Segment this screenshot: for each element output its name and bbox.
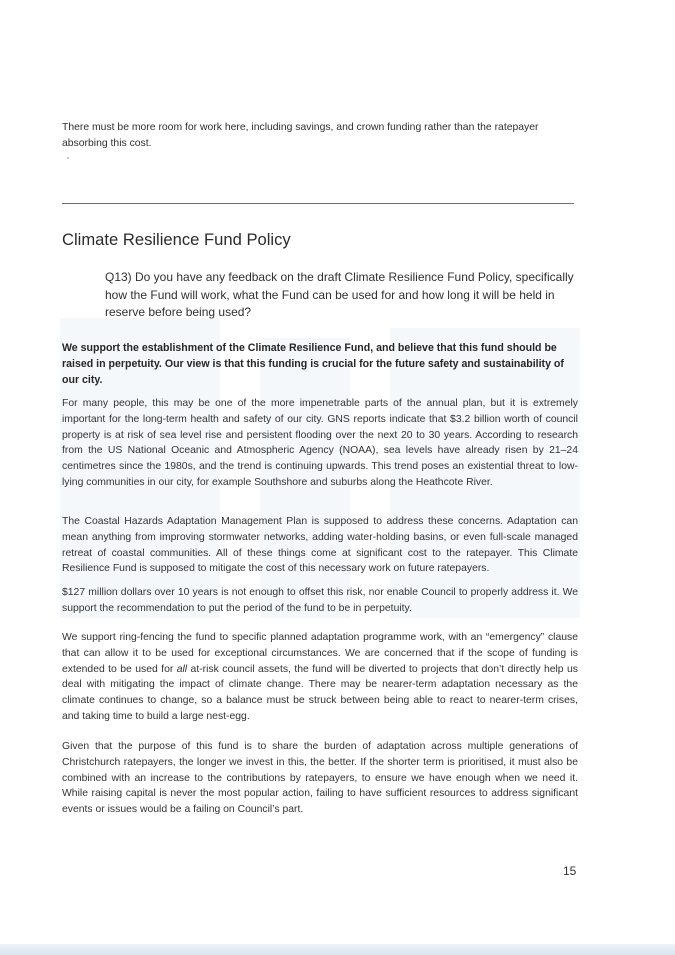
- body-paragraph-1: For many people, this may be one of the more impenetrable parts of the annual plan, but it is extremely important for the long-term health and safety of our city. GNS reports indicate that $3.2 billion worth of council property is at risk of sea level rise and persistent flooding over the next 20 to 30 years. According to research from the US National Oceanic and Atmospheric Agency (NOAA), sea levels have already risen by 21–24 centimetres since the 1980s, and the trend is continuing upwards. This trend poses an existential threat to low-lying communities in our city, for example Southshore and suburbs along the Heathcote River.: [62, 398, 578, 488]
- intro-paragraph: There must be more room for work here, including savings, and crown funding rather than the ratepayer absorbing this cost.: [62, 122, 539, 149]
- section-divider: [62, 203, 574, 204]
- body-paragraph-5: Given that the purpose of this fund is to share the burden of adaptation across multiple generations of Christchurch ratepayers, the longer we invest in this, the better. If the shorter term is prioritised, it must also be combined with an increase to the contributions by ratepayers, to ensure we have enough when we need it. While raising capital is never the most popular action, failing to have sufficient resources to address significant events or issues would be a failing on Council’s part.: [62, 741, 578, 816]
- section-heading: Climate Resilience Fund Policy: [62, 230, 291, 249]
- paragraph-4-text-start: We support ring-fencing the fund to specific planned adaptation programme work, with an “emergency” clause that can allow it to be used for exceptional circumstances. We are concerned that if the scope of funding is extended to be used for: [62, 632, 578, 675]
- paragraph-4-emphasis: all: [176, 663, 188, 675]
- scan-mark: [67, 157, 69, 159]
- paragraph-4-text-end: at-risk council assets, the fund will be diverted to projects that don’t directly help us deal with mitigating the impact of climate change. There may be nearer-term adaptation necessary as the climate continues to change, so a balance must be struck between being able to react to nearer-term crises, and taking time to build a large nest-egg.: [62, 663, 578, 722]
- body-paragraph-2: The Coastal Hazards Adaptation Management Plan is supposed to address these concerns. Adaptation can mean anything from improving stormwater networks, adding water-holding basins, or even full-scale managed retreat of coastal communities. All of these things come at significant cost to the ratepayer. This Climate Resilience Fund is supposed to mitigate the cost of this necessary work on future ratepayers.: [62, 516, 578, 575]
- scan-bottom-edge: [0, 944, 675, 955]
- lead-statement: We support the establishment of the Climate Resilience Fund, and believe that this fund should be raised in perpetuity. Our view is that this funding is crucial for the future safety and sustainability of our city.: [62, 342, 564, 386]
- question-text: Q13) Do you have any feedback on the draft Climate Resilience Fund Policy, specifically how the Fund will work, what the Fund can be used for and how long it will be held in reserve before being used?: [105, 270, 574, 319]
- page-number: 15: [563, 864, 577, 878]
- body-paragraph-4: [62, 630, 578, 725]
- body-paragraph-3: $127 million dollars over 10 years is not enough to offset this risk, nor enable Council to properly address it. We support the recommendation to put the period of the fund to be in perpetuity.: [62, 587, 578, 614]
